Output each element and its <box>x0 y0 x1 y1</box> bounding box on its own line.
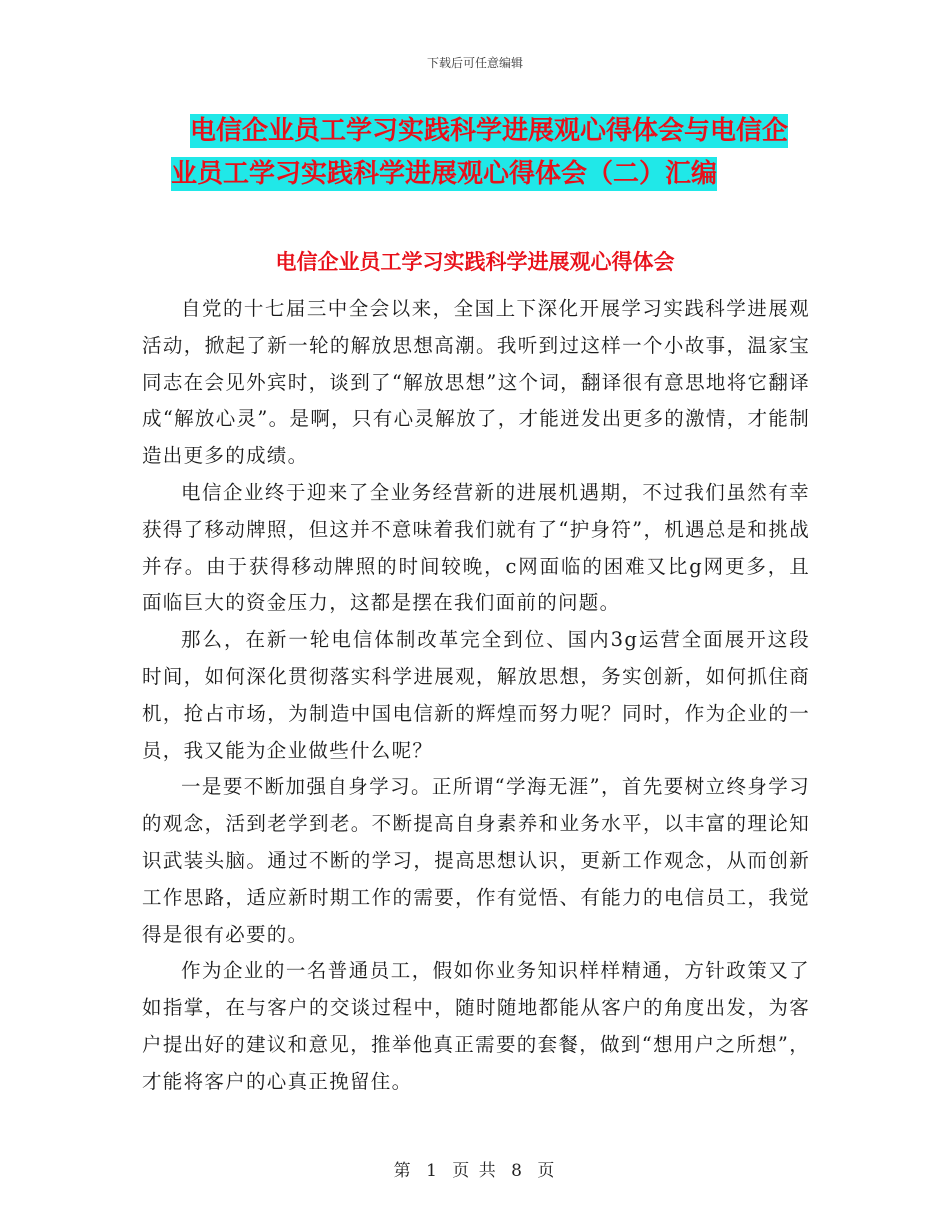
paragraph: 自党的十七届三中全会以来，全国上下深化开展学习实践科学进展观活动，掀起了新一轮的解放思想高潮。我听到过这样一个小故事，温家宝同志在会见外宾时，谈到了“解放思想”这个词，翻译很有意思地将它翻译成“解放心灵”。是啊，只有心灵解放了，才能迸发出更多的激情，才能制造出更多的成绩。 <box>142 297 810 468</box>
header-note: 下载后可任意编辑 <box>426 56 523 70</box>
footer-total-pages: 8 <box>511 1161 524 1181</box>
footer-prefix: 第 <box>393 1161 413 1181</box>
title-line-2: 业员工学习实践科学进展观心得体会（二）汇编 <box>171 159 718 189</box>
paragraph: 一是要不断加强自身学习。正所谓“学海无涯”，首先要树立终身学习的观念，活到老学到老。不断提高自身素养和业务水平，以丰富的理论知识武装头脑。通过不断的学习，提高思想认识，更新工作观念，从而创新工作思路，适应新时期工作的需要，作有觉悟、有能力的电信员工，我觉得是很有必要的。 <box>142 775 810 946</box>
footer-suffix: 页 <box>537 1161 557 1181</box>
footer-middle: 页 共 <box>452 1161 498 1181</box>
paragraph: 作为企业的一名普通员工，假如你业务知识样样精通，方针政策又了如指掌，在与客户的交谈过程中，随时随地都能从客户的角度出发，为客户提出好的建议和意见，推举他真正需要的套餐，做到“想用户之所想”，才能将客户的心真正挽留住。 <box>142 959 810 1093</box>
paragraph: 电信企业终于迎来了全业务经营新的进展机遇期，不过我们虽然有幸获得了移动牌照，但这并不意味着我们就有了“护身符”，机遇总是和挑战并存。由于获得移动牌照的时间较晚，c网面临的困难又比g网更多，且面临巨大的资金压力，这都是摆在我们面前的问题。 <box>142 480 810 615</box>
section-subtitle: 电信企业员工学习实践科学进展观心得体会 <box>275 250 675 274</box>
paragraph: 那么，在新一轮电信体制改革完全到位、国内3g运营全面展开这段时间，如何深化贯彻落实科学进展观，解放思想，务实创新，如何抓住商机，抢占市场，为制造中国电信新的辉煌而努力呢？同时，作为企业的一员，我又能为企业做些什么呢？ <box>142 628 810 762</box>
title-line-1: 电信企业员工学习实践科学进展观心得体会与电信企 <box>190 116 789 146</box>
page-footer <box>0 1156 950 1181</box>
document-title <box>171 110 830 196</box>
body-text <box>142 291 810 1101</box>
footer-page-number: 1 <box>426 1161 439 1181</box>
